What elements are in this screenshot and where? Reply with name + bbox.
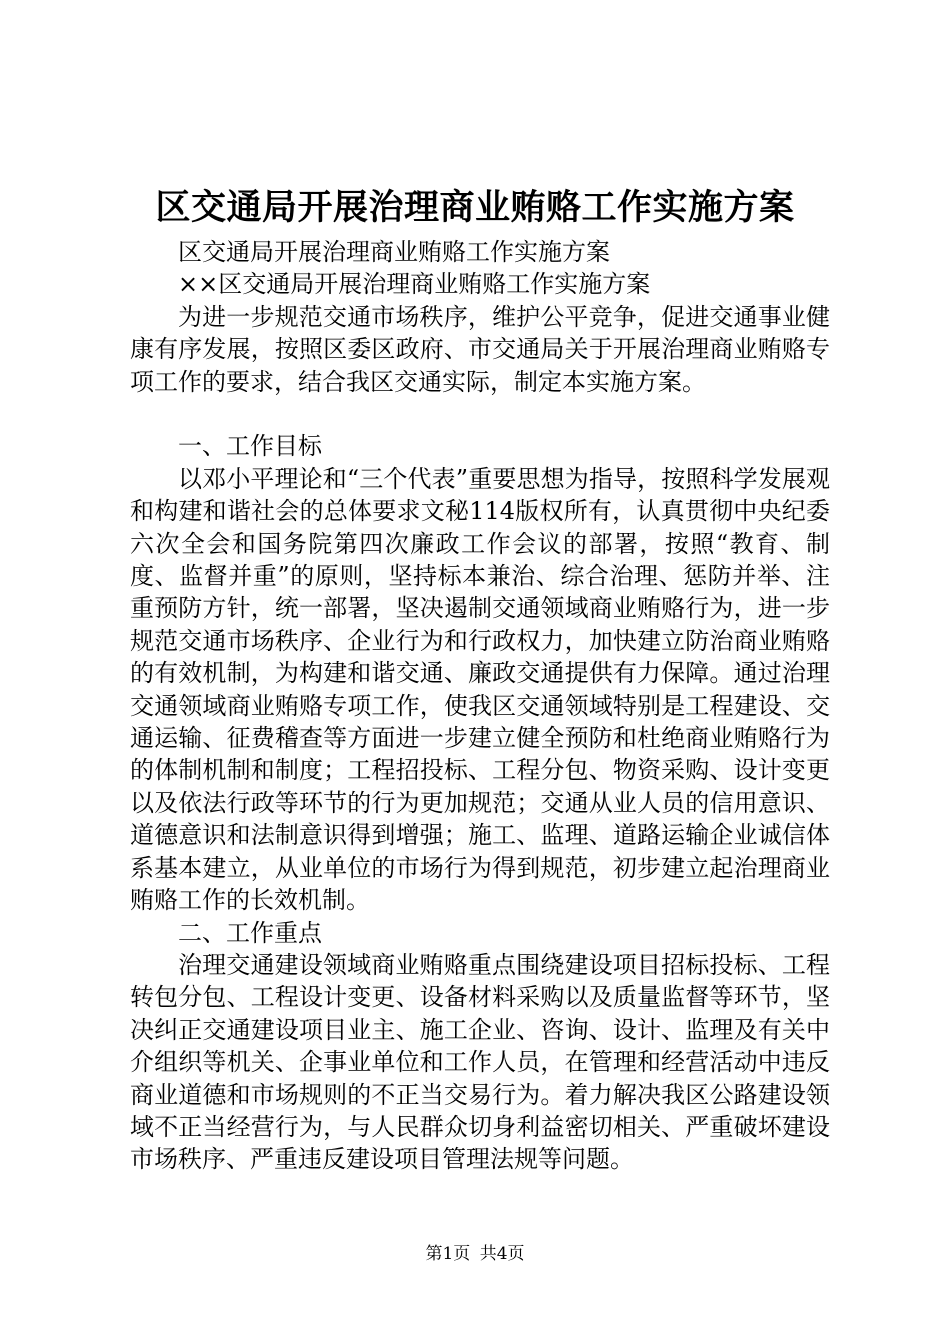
page-number: 第1页 — [425, 1244, 471, 1264]
page-footer — [0, 1242, 950, 1266]
section-heading-focus: 二、工作重点 — [178, 918, 322, 947]
intro-paragraph: 为进一步规范交通市场秩序，维护公平竞争，促进交通事业健康有序发展，按照区委区政府、市交通局关于开展治理商业贿赂专项工作的要求，结合我区交通实际，制定本实施方案。 — [130, 302, 830, 396]
subtitle-line-1: 区交通局开展治理商业贿赂工作实施方案 — [178, 238, 610, 266]
section-body-goals: 以邓小平理论和“三个代表”重要思想为指导，按照科学发展观和构建和谐社会的总体要求文秘114版权所有，认真贯彻中央纪委六次全会和国务院第四次廉政工作会议的部署，按照“教育、制度、监督并重”的原则，坚持标本兼治、综合治理、惩防并举、注重预防方针，统一部署，坚决遏制交通领域商业贿赂行为，进一步规范交通市场秩序、企业行为和行政权力，加快建立防治商业贿赂的有效机制，为构建和谐交通、廉政交通提供有力保障。通过治理交通领域商业贿赂专项工作，使我区交通领域特别是工程建设、交通运输、征费稽查等方面进一步建立健全预防和杜绝商业贿赂行为的体制机制和制度；工程招投标、工程分包、物资采购、设计变更以及依法行政等环节的行为更加规范；交通从业人员的信用意识、道德意识和法制意识得到增强；施工、监理、道路运输企业诚信体系基本建立，从业单位的市场行为得到规范，初步建立起治理商业贿赂工作的长效机制。 — [130, 464, 830, 915]
subtitle-line-2: ××区交通局开展治理商业贿赂工作实施方案 — [178, 270, 651, 299]
section-heading-goals: 一、工作目标 — [178, 432, 322, 461]
document-body — [130, 236, 830, 1176]
section-body-focus: 治理交通建设领域商业贿赂重点围绕建设项目招标投标、工程转包分包、工程设计变更、设备材料采购以及质量监督等环节，坚决纠正交通建设项目业主、施工企业、咨询、设计、监理及有关中介组织等机关、企事业单位和工作人员，在管理和经营活动中违反商业道德和市场规则的不正当交易行为。着力解决我区公路建设领域不正当经营行为，与人民群众切身利益密切相关、严重破坏建设市场秩序、严重违反建设项目管理法规等问题。 — [130, 950, 830, 1174]
page-total: 共4页 — [479, 1244, 525, 1264]
document-title: 区交通局开展治理商业贿赂工作实施方案 — [155, 187, 795, 228]
